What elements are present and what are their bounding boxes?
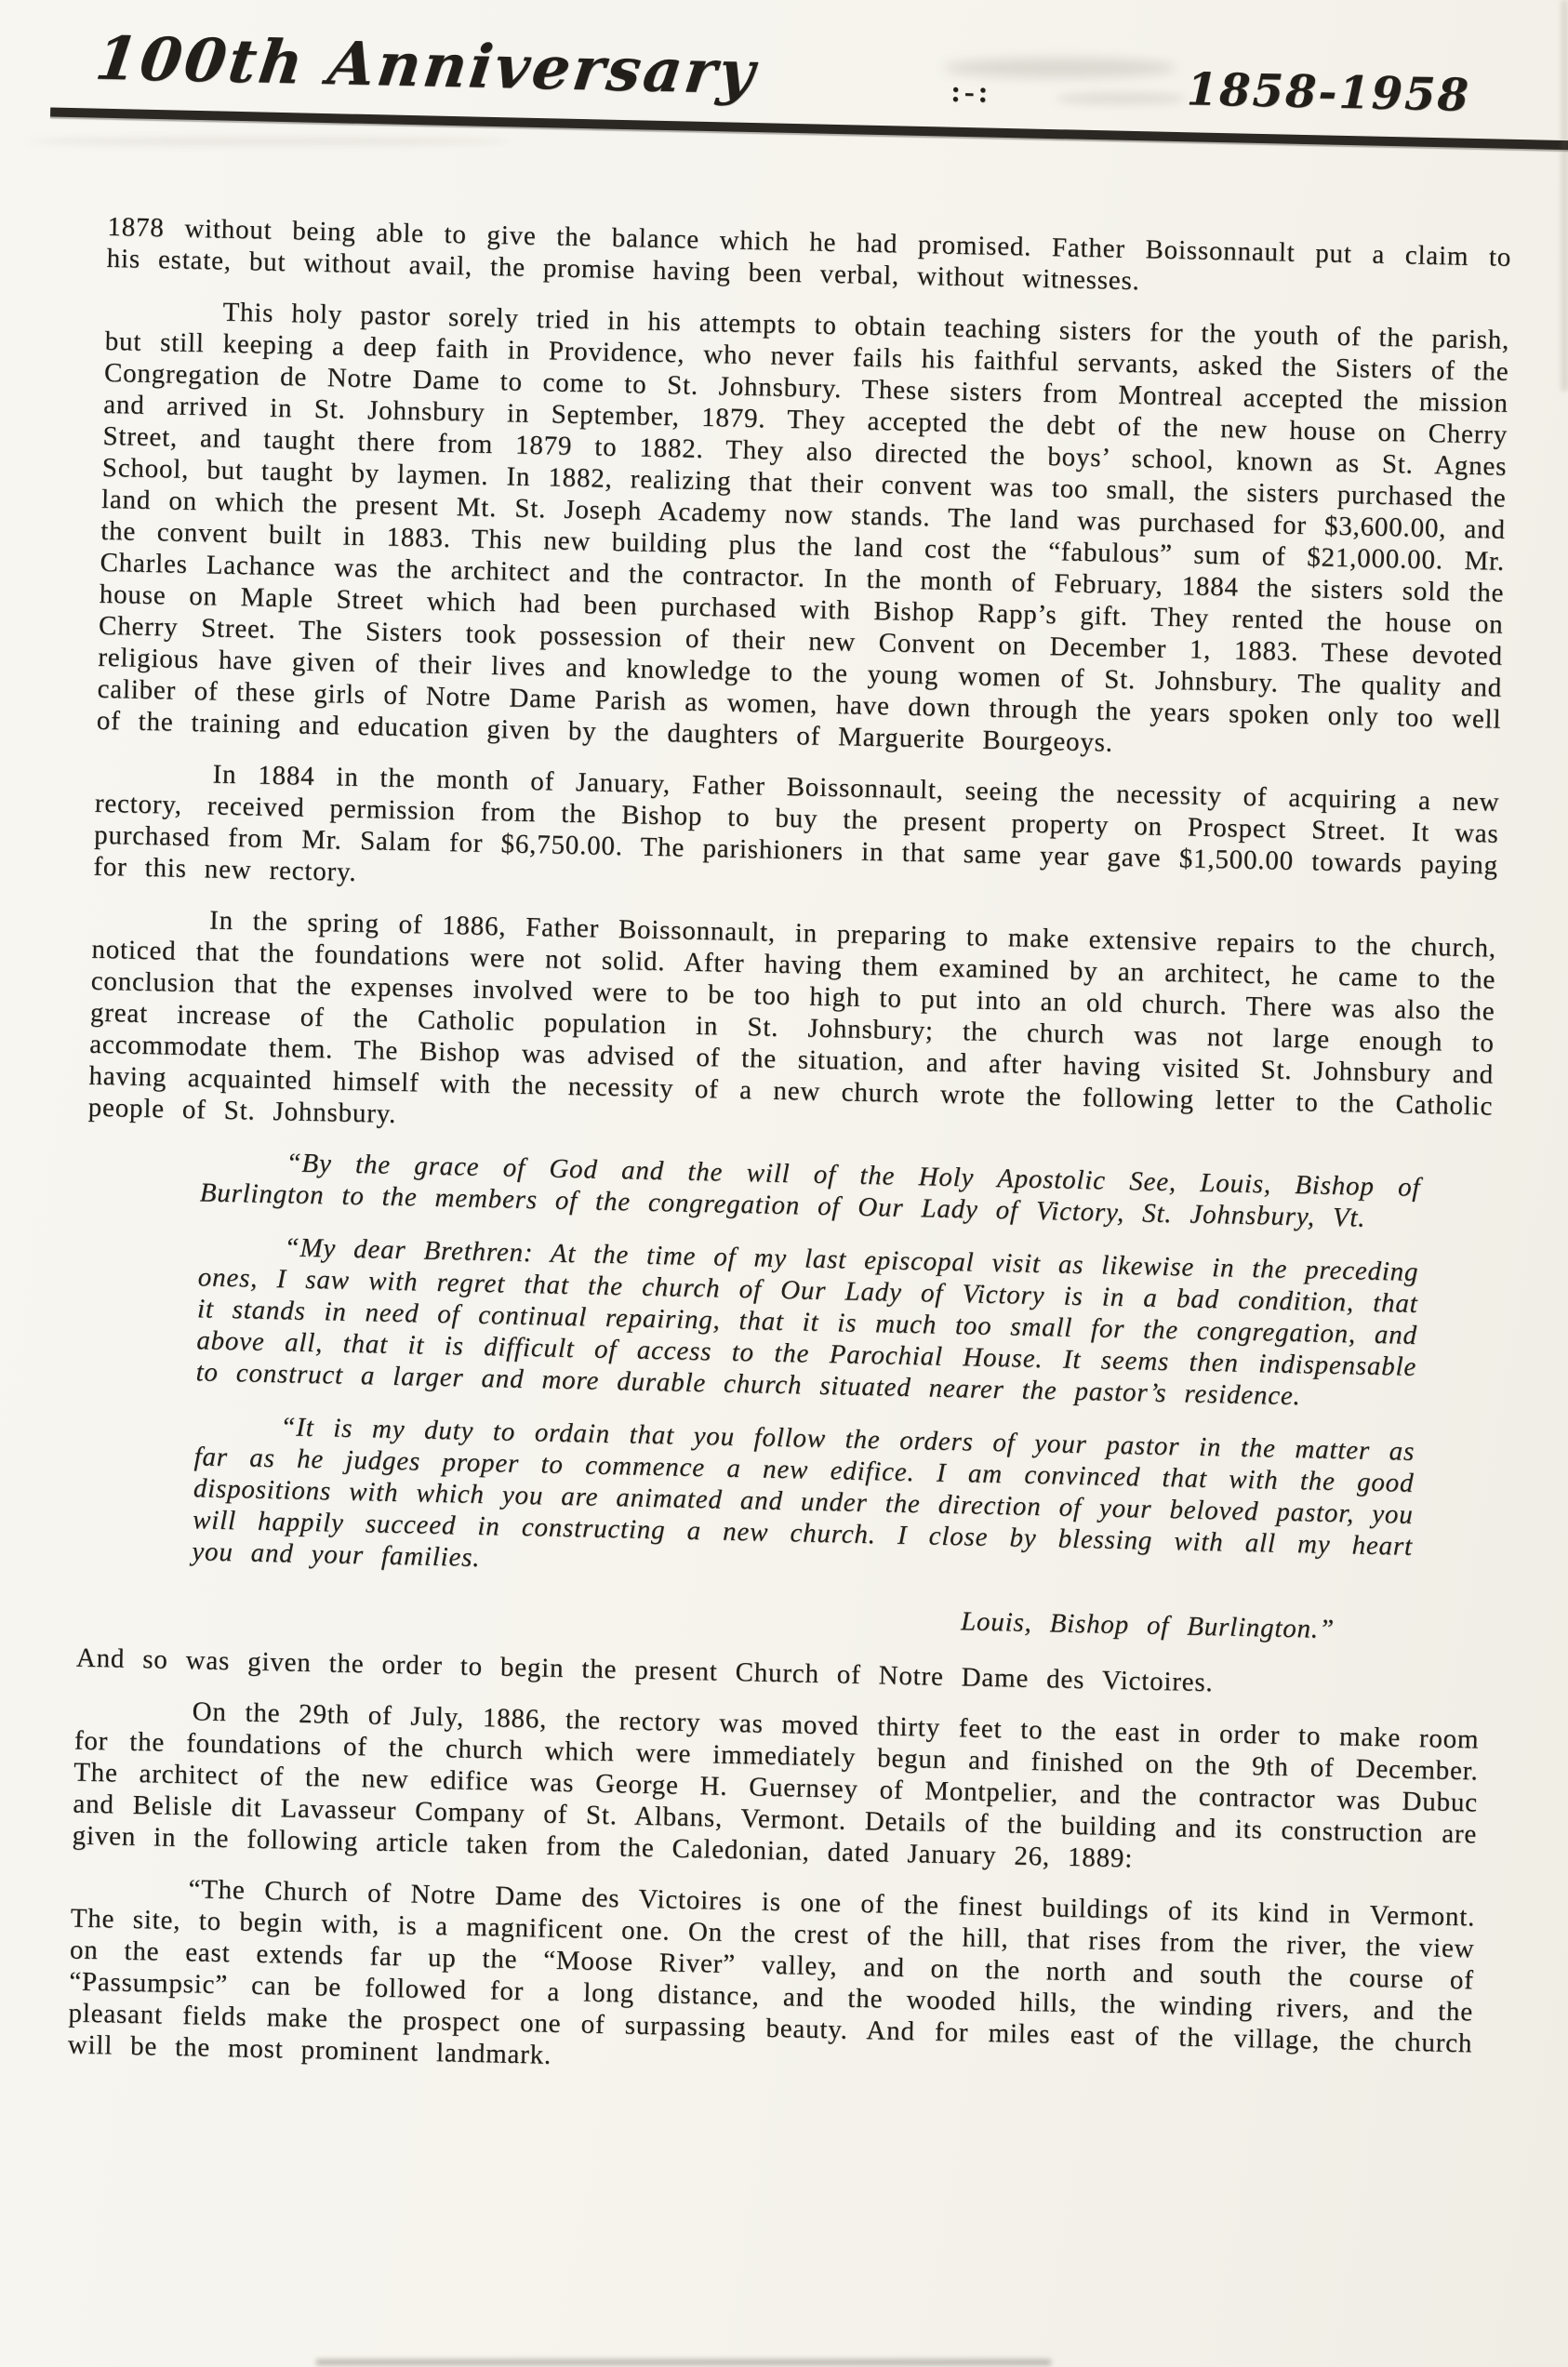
scan-bottom-edge (316, 2360, 1051, 2365)
paragraph-continuation: 1878 without being able to give the balance which he had promised. Father Boissonnault put a claim to his estate, but without avail, the promise having been verbal, without witnesses. (106, 211, 1512, 297)
paragraph-church-repairs: In the spring of 1886, Father Boissonnault, in preparing to make extensive repairs to the church, noticed that the foundations were not solid. After having them examined by an architect, he came to the conclusion that the expenses involved were to be too high to put into an old church. There was also the great increase of the Catholic population in St. Johnsbury; the church was not large enough to accommodate them. The Bishop was advised of the situation, and after having visited St. Johnsbury and having acquainted himself with the necessity of a new church wrote the following letter to the Catholic people of St. Johnsbury. (87, 905, 1497, 1129)
paragraph-order-given: And so was given the order to begin the present Church of Notre Dame des Victoires. (75, 1642, 1214, 1698)
letter-paragraph-salutation: “By the grace of God and the will of the Holy Apostolic See, Louis, Bishop of Burlington to the members of the congregation of Our Lady of Victory, St. Johnsbury, Vt. (199, 1148, 1421, 1233)
scan-smudge (1056, 93, 1186, 104)
booklet-title: 100th Anniversary (91, 23, 762, 109)
paragraph-rectory-moved: On the 29th of July, 1886, the rectory was moved thirty feet to the east in order to make room for the foundations of the church which were immediately begun and finished on the 9th of December. The architect of the new edifice was George H. Guernsey of Montpelier, and the contractor was Dubuc and Belisle dit Lavasseur Company of St. Albans, Vermont. Details of the building and its construction are given in the following article taken from the Caledonian, dated January 26, 1889: (72, 1696, 1480, 1874)
anniversary-years: 1858-1958 (1186, 63, 1471, 122)
paragraph-new-rectory: In 1884 in the month of January, Father Boissonnault, seeing the necessity of acquiring a new rectory, received permission from the Bishop to buy the present property on Prospect Street. It was purchased from Mr. Salam for $6,750.00. The parishioners in that same year gave $1,500.00 towards paying for this new rectory. (93, 759, 1500, 887)
ornament-separator: :-: (950, 73, 992, 109)
scan-smudge (28, 138, 512, 145)
page-body (0, 116, 1568, 2093)
letter-paragraph-ordain: “It is my duty to ordain that you follow the orders of your pastor in the matter as far as he judges proper to commence a new edifice. I am convinced that with the good dispositions with which you are animated and under the direction of your beloved pastor, you will happily succeed in constructing a new church. I close by blessing with all my heart you and your families. (192, 1412, 1415, 1573)
paragraph-teaching-sisters: This holy pastor sorely tried in his attempts to obtain teaching sisters for the youth of the parish, but still keeping a deep faith in Providence, who never fails his faithful servants, asked the Sisters of the Congregation de Notre Dame to come to St. Johnsbury. These sisters from Montreal accepted the mission and arrived in St. Johnsbury in September, 1879. They accepted the debt of the new house on Cherry Street, and taught there from 1879 to 1882. They also directed the boys’ school, known as St. Agnes School, but taught by laymen. In 1882, realizing that their convent was too small, the sisters purchased the land on which the present Mt. St. Joseph Academy now stands. The land was purchased for $3,600.00, and the convent built in 1883. This new building plus the land cost the “fabulous” sum of $21,000.00. Mr. Charles Lachance was the architect and the contractor. In the month of February, 1884 the sisters sold the house on Maple Street which had been purchased with Bishop Rapp’s gift. They rented the house on Cherry Street. The Sisters took possession of their new Convent on December 1, 1883. These devoted religious have given of their lives and knowledge to the young women of St. Johnsbury. The quality and caliber of these girls of Notre Dame Parish as women, have down through the years spoken only too well of the training and education given by the daughters of Marguerite Bourgeoys. (96, 297, 1510, 758)
letter-signature: Louis, Bishop of Burlington.” (960, 1606, 1335, 1645)
page-header (21, 0, 1568, 126)
bishop-letter (191, 1145, 1421, 1646)
letter-paragraph-brethren: “My dear Brethren: At the time of my last episcopal visit as likewise in the preceding ones, I saw with regret that the church of Our Lady of Victory is in a bad condition, that it stands in need of continual repairing, that it is much too small for the congregation, and above all, that it is difficult of access to the Parochial House. It seems then indispensable to construct a larger and more durable church situated nearer the pastor’s residence. (195, 1232, 1419, 1412)
scan-right-edge (1561, 0, 1568, 391)
paragraph-caledonian-article: “The Church of Notre Dame des Victoires is one of the finest buildings of its kind in Vermont. The site, to begin with, is a magnificent one. On the crest of the hill, that rises from the river, the view on the east extends far up the “Moose River” valley, and on the north and south the course of “Passumpsic” can be followed for a long distance, and the wooded hills, the winding rivers, and the pleasant fields make the prospect one of surpassing beauty. And for miles east of the village, the church will be the most prominent landmark. (67, 1874, 1476, 2070)
scan-smudge (944, 58, 1176, 78)
